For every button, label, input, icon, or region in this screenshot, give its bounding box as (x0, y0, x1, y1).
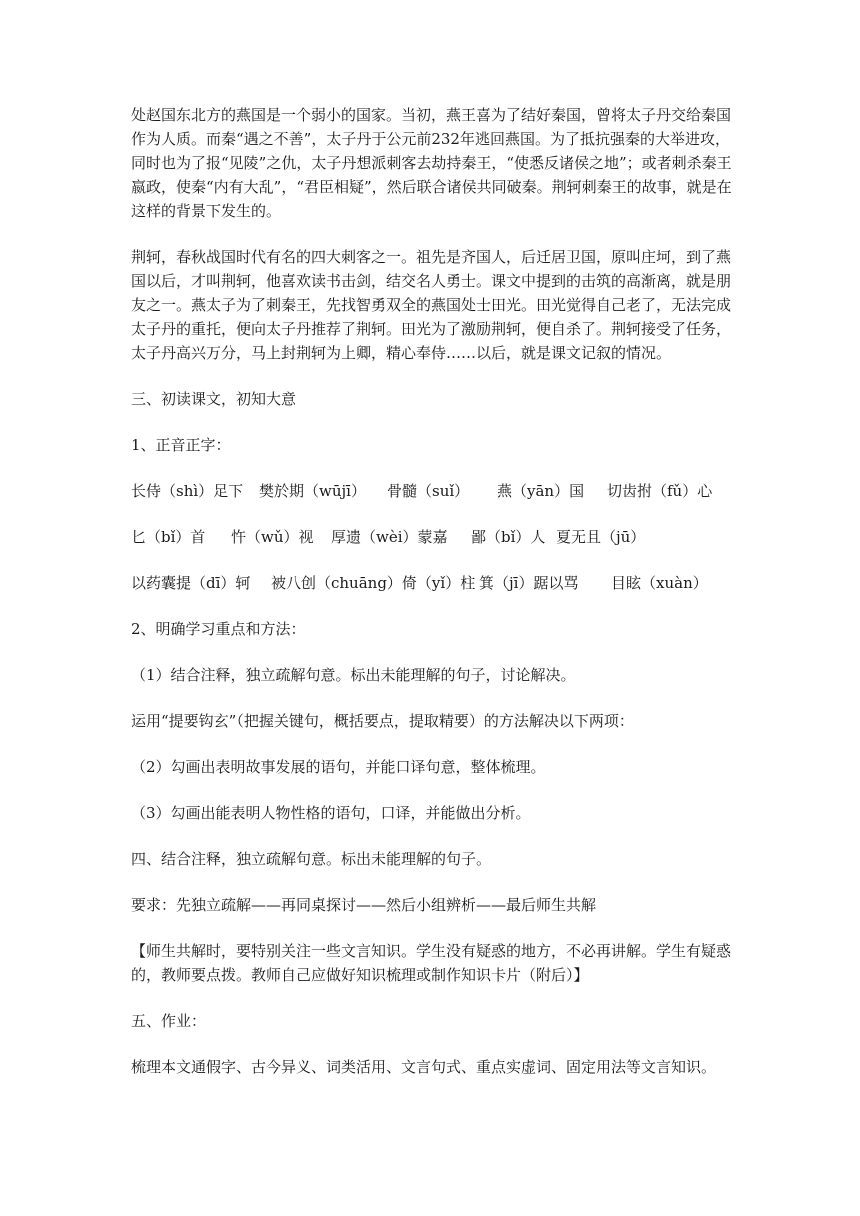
section-three-heading: 三、初读课文，初知大意 (131, 390, 297, 408)
section-five-heading: 五、作业： (131, 1012, 207, 1030)
teacher-note: 【师生共解时，要特别关注一些文言知识。学生没有疑惑的地方，不必再讲解。学生有疑惑的，教师要点拨。教师自己应做好知识梳理或制作知识卡片（附后）】 (131, 942, 732, 984)
document-page (131, 103, 741, 1079)
pinyin-item: 切齿拊（fǔ）心 (607, 482, 713, 500)
method-two: （2）勾画出表明故事发展的语句，并能口译句意，整体梳理。 (131, 758, 546, 776)
pinyin-item: 夏无且（jū） (556, 528, 646, 546)
pinyin-item: 长侍（shì）足下 (131, 482, 244, 500)
pinyin-item: 骨髓（suǐ） (387, 482, 470, 500)
study-focus-label: 2、明确学习重点和方法： (131, 620, 306, 638)
pinyin-item: 鄙（bǐ）人 (471, 528, 546, 546)
pinyin-item: 以药囊提（dī）轲 (131, 574, 251, 592)
pinyin-item: 厚遗（wèi）蒙嘉 (331, 528, 448, 546)
pinyin-item: 目眩（xuàn） (611, 574, 708, 592)
pinyin-item: 匕（bǐ）首 (131, 528, 206, 546)
section-four-heading: 四、结合注释，独立疏解句意。标出未能理解的句子。 (131, 850, 492, 868)
pinyin-row-2 (131, 525, 741, 549)
pinyin-row-1 (131, 479, 741, 503)
method-intro: 运用“提要钩玄”（把握关键句，概括要点，提取精要）的方法解决以下两项： (131, 712, 634, 730)
pinyin-item: 樊於期（wūjī） (259, 482, 366, 500)
pronunciation-label: 1、正音正字： (131, 436, 231, 454)
requirement-line: 要求：先独立疏解——再同桌探讨——然后小组辨析——最后师生共解 (131, 896, 597, 914)
homework-task: 梳理本文通假字、古今异义、词类活用、文言句式、重点实虚词、固定用法等文言知识。 (131, 1058, 717, 1076)
method-three: （3）勾画出能表明人物性格的语句，口译，并能做出分析。 (131, 804, 531, 822)
pinyin-item: 忤（wǔ）视 (231, 528, 314, 546)
method-one: （1）结合注释，独立疏解句意。标出未能理解的句子，讨论解决。 (131, 666, 576, 684)
pinyin-item: 被八创（chuāng）倚（yǐ）柱 (271, 574, 476, 592)
pinyin-item: 箕（jī）踞以骂 (479, 574, 579, 592)
pinyin-row-3 (131, 571, 741, 595)
jingke-paragraph: 荆轲，春秋战国时代有名的四大刺客之一。祖先是齐国人，后迁居卫国，原叫庄坷，到了燕国以后，才叫荆轲，他喜欢读书击剑，结交名人勇士。课文中提到的击筑的高渐离，就是朋友之一。燕太子为了刺秦王，先找智勇双全的燕国处士田光。田光觉得自己老了，无法完成太子丹的重托，便向太子丹推荐了荆轲。田光为了激励荆轲，便自杀了。荆轲接受了任务，太子丹高兴万分，马上封荆轲为上卿，精心奉侍……以后，就是课文记叙的情况。 (131, 248, 732, 362)
pinyin-item: 燕（yān）国 (497, 482, 585, 500)
background-paragraph: 处赵国东北方的燕国是一个弱小的国家。当初，燕王喜为了结好秦国，曾将太子丹交给秦国作为人质。而秦“遇之不善”，太子丹于公元前232年逃回燕国。为了抵抗强秦的大举进攻，同时也为了报“见陵”之仇，太子丹想派刺客去劫持秦王，“使悉反诸侯之地”；或者刺杀秦王嬴政，使秦“内有大乱”，“君臣相疑”，然后联合诸侯共同破秦。荆轲刺秦王的故事，就是在这样的背景下发生的。 (131, 106, 732, 220)
